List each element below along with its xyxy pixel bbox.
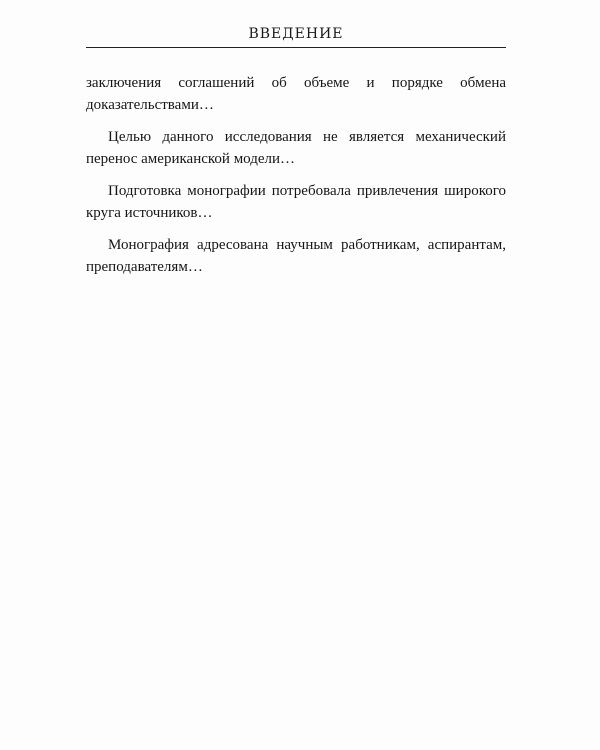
paragraph-sources: Подготовка монографии потребовала привлечения широкого круга источников… bbox=[86, 183, 506, 221]
paragraph-audience: Монография адресована научным работникам, аспирантам, преподавателям… bbox=[86, 237, 506, 275]
running-header: ВВЕДЕНИЕ bbox=[248, 26, 344, 42]
body-text bbox=[86, 72, 506, 288]
header-rule bbox=[86, 47, 506, 48]
paragraph-continued: заключения соглашений об объеме и порядке обмена доказательствами… bbox=[86, 75, 506, 113]
paragraph-purpose: Целью данного исследования не является механический перенос американской модели… bbox=[86, 129, 506, 167]
